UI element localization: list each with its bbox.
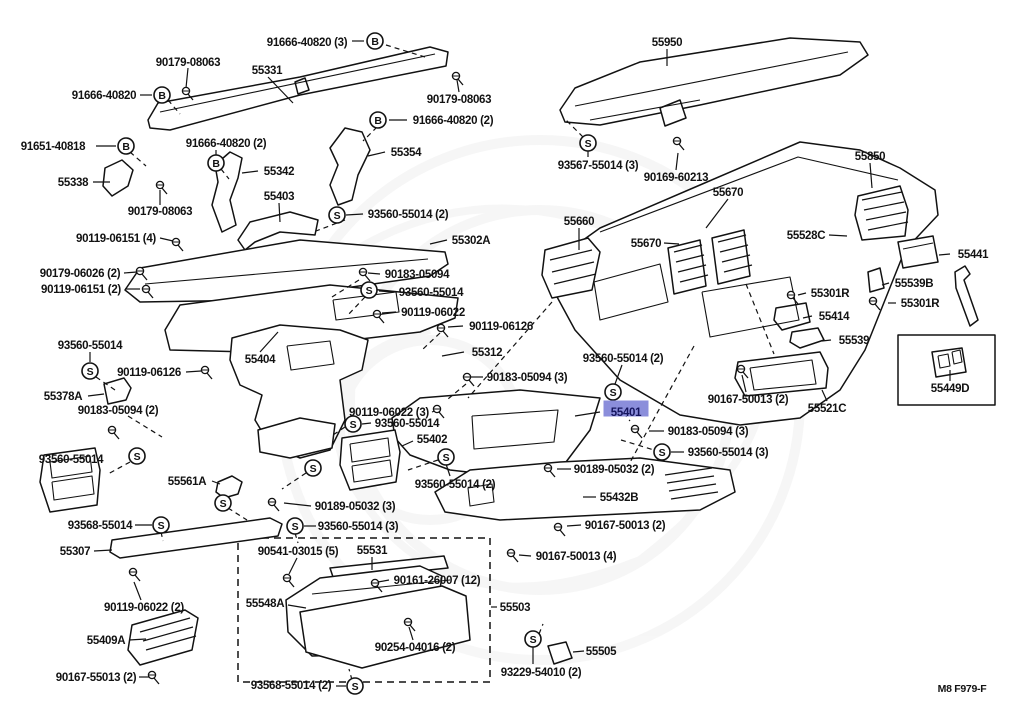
part-label-93568-55014[interactable]: 93568-55014 <box>67 520 133 532</box>
part-label-90167-50013-2-[interactable]: 90167-50013 (2) <box>584 520 666 532</box>
part-label-90183-05094[interactable]: 90183-05094 <box>384 269 450 281</box>
part-label-55561A[interactable]: 55561A <box>167 476 207 488</box>
part-label-90179-08063[interactable]: 90179-08063 <box>426 94 492 106</box>
part-label-55414[interactable]: 55414 <box>818 311 850 323</box>
part-label-93560-55014[interactable]: 93560-55014 <box>38 454 104 466</box>
part-shape-bar-55307 <box>110 518 282 558</box>
callout-B <box>154 87 170 103</box>
part-label-55432B[interactable]: 55432B <box>599 492 639 504</box>
part-label-55312[interactable]: 55312 <box>471 347 503 359</box>
part-label-55403[interactable]: 55403 <box>263 191 295 203</box>
part-label-55401[interactable]: 55401 <box>610 407 642 419</box>
part-shape-defroster-nozzle-55950 <box>560 38 868 125</box>
part-label-55528C[interactable]: 55528C <box>786 230 826 242</box>
svg-text:S: S <box>609 386 617 399</box>
part-label-55505[interactable]: 55505 <box>585 646 617 658</box>
part-label-90119-06126[interactable]: 90119-06126 <box>117 367 181 379</box>
part-label-93560-55014-3-[interactable]: 93560-55014 (3) <box>687 447 769 459</box>
screw-icon <box>201 366 212 379</box>
part-label-55449D[interactable]: 55449D <box>930 383 970 395</box>
part-label-90183-05094-3-[interactable]: 90183-05094 (3) <box>486 372 568 384</box>
callout-S <box>347 678 363 694</box>
part-label-91666-40820-2-[interactable]: 91666-40820 (2) <box>185 138 267 150</box>
part-label-90179-08063[interactable]: 90179-08063 <box>155 57 221 69</box>
screw-icon <box>283 574 294 587</box>
svg-text:B: B <box>212 157 220 170</box>
part-label-55301R[interactable]: 55301R <box>810 288 850 300</box>
svg-text:B: B <box>371 35 379 48</box>
part-label-55660[interactable]: 55660 <box>563 216 595 228</box>
part-label-90254-04016-2-[interactable]: 90254-04016 (2) <box>374 642 456 654</box>
part-label-93568-55014-2-[interactable]: 93568-55014 (2) <box>250 680 332 692</box>
callout-S <box>305 460 321 476</box>
part-label-55378A[interactable]: 55378A <box>43 391 83 403</box>
screw-icon <box>148 671 159 684</box>
svg-text:B: B <box>374 114 382 127</box>
callout-S <box>580 135 596 151</box>
part-label-90119-06022[interactable]: 90119-06022 <box>401 307 465 319</box>
part-label-90167-50013-2-[interactable]: 90167-50013 (2) <box>707 394 789 406</box>
callout-B <box>370 112 386 128</box>
callout-S <box>215 495 231 511</box>
part-label-55301R[interactable]: 55301R <box>900 298 940 310</box>
callout-S <box>329 207 345 223</box>
figure-code: M8 F979-F <box>937 683 987 695</box>
part-label-93560-55014-2-[interactable]: 93560-55014 (2) <box>414 479 496 491</box>
part-label-90119-06151-2-[interactable]: 90119-06151 (2) <box>41 284 121 296</box>
screw-icon <box>507 549 518 562</box>
part-label-55950[interactable]: 55950 <box>651 37 683 49</box>
callout-B <box>118 138 134 154</box>
part-label-55307[interactable]: 55307 <box>59 546 91 558</box>
part-label-55404[interactable]: 55404 <box>244 354 276 366</box>
part-label-90179-06026-2-[interactable]: 90179-06026 (2) <box>39 268 121 280</box>
part-label-93560-55014[interactable]: 93560-55014 <box>57 340 123 352</box>
part-shape-bracket-55378A <box>104 378 131 404</box>
part-label-93229-54010-2-[interactable]: 93229-54010 (2) <box>500 667 582 679</box>
part-shape-bracket-55561A <box>216 476 242 498</box>
svg-text:S: S <box>351 680 359 693</box>
part-label-55441[interactable]: 55441 <box>957 249 989 261</box>
callout-B <box>367 33 383 49</box>
part-label-91666-40820-3-[interactable]: 91666-40820 (3) <box>266 37 348 49</box>
screw-icon <box>673 137 684 150</box>
screw-icon <box>268 498 279 511</box>
part-label-55850[interactable]: 55850 <box>854 151 886 163</box>
part-shape-bracket-55338 <box>103 160 133 196</box>
svg-text:S: S <box>219 497 227 510</box>
svg-text:B: B <box>158 89 166 102</box>
part-label-55539[interactable]: 55539 <box>838 335 870 347</box>
screw-icon <box>108 426 119 439</box>
part-label-90167-55013-2-[interactable]: 90167-55013 (2) <box>55 672 137 684</box>
part-label-90183-05094-2-[interactable]: 90183-05094 (2) <box>77 405 159 417</box>
screw-icon <box>129 568 140 581</box>
part-label-91666-40820-2-[interactable]: 91666-40820 (2) <box>412 115 494 127</box>
part-label-90119-06151-4-[interactable]: 90119-06151 (4) <box>76 233 156 245</box>
part-label-91651-40818[interactable]: 91651-40818 <box>20 141 86 153</box>
svg-text:S: S <box>309 462 317 475</box>
screw-icon <box>437 324 448 337</box>
part-label-55354[interactable]: 55354 <box>390 147 422 159</box>
part-label-93560-55014-2-[interactable]: 93560-55014 (2) <box>367 209 449 221</box>
part-label-55409A[interactable]: 55409A <box>86 635 126 647</box>
part-label-90189-05032-2-[interactable]: 90189-05032 (2) <box>573 464 655 476</box>
part-label-55521C[interactable]: 55521C <box>807 403 847 415</box>
svg-text:S: S <box>529 633 537 646</box>
svg-text:S: S <box>442 451 450 464</box>
part-label-93567-55014-3-[interactable]: 93567-55014 (3) <box>557 160 639 172</box>
callout-S <box>605 384 621 400</box>
part-label-55302A[interactable]: 55302A <box>451 235 491 247</box>
part-label-90119-06022-3-[interactable]: 90119-06022 (3) <box>349 407 429 419</box>
part-label-90541-03015-5-[interactable]: 90541-03015 (5) <box>257 546 339 558</box>
part-label-90183-05094-3-[interactable]: 90183-05094 (3) <box>667 426 749 438</box>
part-label-90179-08063[interactable]: 90179-08063 <box>127 206 193 218</box>
callout-S <box>525 631 541 647</box>
part-label-90169-60213[interactable]: 90169-60213 <box>643 172 709 184</box>
part-label-55342[interactable]: 55342 <box>263 166 295 178</box>
part-label-93560-55014[interactable]: 93560-55014 <box>398 287 464 299</box>
part-label-90189-05032-3-[interactable]: 90189-05032 (3) <box>314 501 396 513</box>
part-label-55402[interactable]: 55402 <box>416 434 448 446</box>
svg-text:S: S <box>584 137 592 150</box>
part-label-55670[interactable]: 55670 <box>630 238 662 250</box>
part-shape-register-55441 <box>898 236 938 268</box>
part-label-55548A[interactable]: 55548A <box>245 598 285 610</box>
svg-text:S: S <box>349 418 357 431</box>
part-label-90119-06022-2-[interactable]: 90119-06022 (2) <box>104 602 184 614</box>
svg-text:S: S <box>365 284 373 297</box>
svg-text:S: S <box>291 520 299 533</box>
screw-icon <box>631 425 642 438</box>
screw-icon <box>554 523 565 536</box>
part-label-90161-26007-12-[interactable]: 90161-26007 (12) <box>393 575 481 587</box>
callout-S <box>82 363 98 379</box>
callout-S <box>129 448 145 464</box>
screw-icon <box>172 238 183 251</box>
callout-B <box>208 155 224 171</box>
part-label-93560-55014-2-[interactable]: 93560-55014 (2) <box>582 353 664 365</box>
svg-text:B: B <box>122 140 130 153</box>
callout-S <box>361 282 377 298</box>
callout-S <box>438 449 454 465</box>
callout-S <box>287 518 303 534</box>
svg-text:S: S <box>333 209 341 222</box>
callout-S <box>153 517 169 533</box>
part-shape-bezel-55402 <box>340 430 400 490</box>
svg-text:S: S <box>658 446 666 459</box>
part-label-55531[interactable]: 55531 <box>356 545 388 557</box>
part-shape-direction-arrow <box>955 266 978 326</box>
callout-S <box>654 444 670 460</box>
part-label-55539B[interactable]: 55539B <box>894 278 934 290</box>
part-label-55331[interactable]: 55331 <box>251 65 283 77</box>
part-label-55670[interactable]: 55670 <box>712 187 744 199</box>
part-label-55503[interactable]: 55503 <box>499 602 531 614</box>
svg-text:S: S <box>133 450 141 463</box>
screw-icon <box>156 181 167 194</box>
part-label-90119-06126[interactable]: 90119-06126 <box>469 321 533 333</box>
part-label-91666-40820[interactable]: 91666-40820 <box>71 90 137 102</box>
part-label-93560-55014-3-[interactable]: 93560-55014 (3) <box>317 521 399 533</box>
part-label-93560-55014[interactable]: 93560-55014 <box>374 418 440 430</box>
svg-text:S: S <box>157 519 165 532</box>
part-label-55338[interactable]: 55338 <box>57 177 89 189</box>
part-label-90167-50013-4-[interactable]: 90167-50013 (4) <box>535 551 617 563</box>
svg-text:S: S <box>86 365 94 378</box>
